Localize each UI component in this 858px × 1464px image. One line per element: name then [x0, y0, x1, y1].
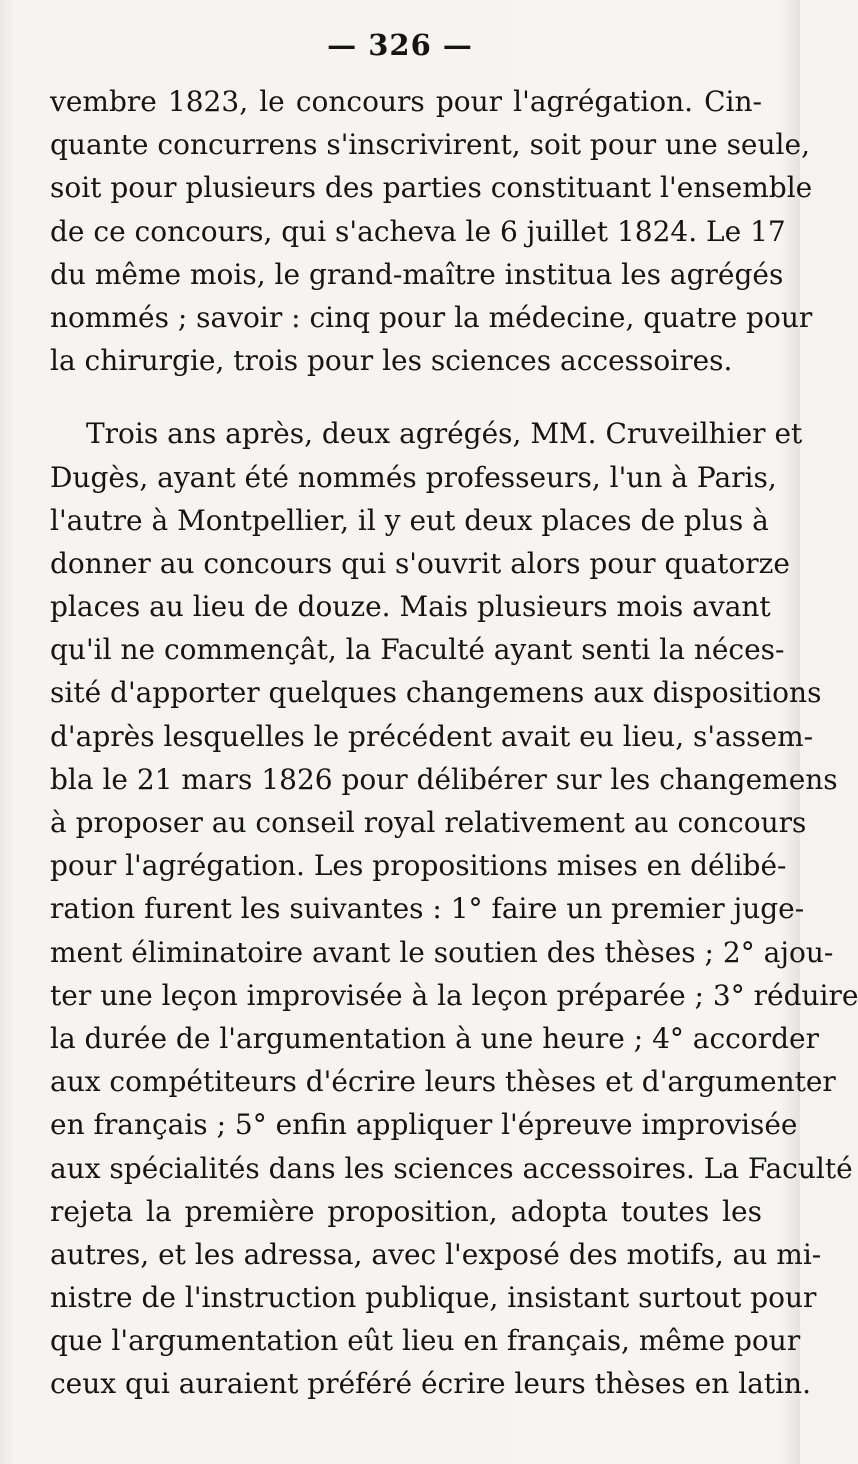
text-line: soit pour plusieurs des parties constituant l'ensemble [50, 171, 813, 205]
text-line: d'après lesquelles le précédent avait eu lieu, s'assem- [50, 719, 814, 753]
text-line: bla le 21 mars 1826 pour délibérer sur les changemens [50, 762, 838, 796]
text-line: aux spécialités dans les sciences accessoires. La Faculté [50, 1151, 853, 1185]
text-line: nistre de l'instruction publique, insistant surtout pour [50, 1281, 817, 1315]
text-line: autres, et les adressa, avec l'exposé des motifs, au mi- [50, 1237, 822, 1271]
paragraph-2 [50, 412, 858, 1405]
paragraph-1 [50, 80, 813, 382]
text-line: quante concurrens s'inscrivirent, soit pour une seule, [50, 128, 810, 162]
text-line: l'autre à Montpellier, il y eut deux places de plus à [50, 503, 769, 537]
text-line: Dugès, ayant été nommés professeurs, l'un à Paris, [50, 460, 777, 494]
text-line: ration furent les suivantes : 1° faire un premier juge- [50, 892, 805, 926]
text-line: pour l'agrégation. Les propositions mises en délibé- [50, 849, 787, 883]
text-line: en français ; 5° enfin appliquer l'épreuve improvisée [50, 1108, 798, 1142]
text-line: à proposer au conseil royal relativement au concours [50, 806, 807, 839]
text-line: ter une leçon improvisée à la leçon préparée ; 3° réduire [50, 978, 858, 1012]
text-line: rejeta la première proposition, adopta toutes les [50, 1194, 762, 1228]
page-number: — 326 — [327, 28, 473, 62]
paragraph-gap [50, 382, 762, 412]
text-line: la chirurgie, trois pour les sciences accessoires. [50, 344, 733, 378]
text-line: la durée de l'argumentation à une heure ; 4° accorder [50, 1021, 819, 1055]
text-line: donner au concours qui s'ouvrit alors pour quatorze [50, 546, 790, 580]
text-line: du même mois, le grand-maître institua les agrégés [50, 257, 784, 291]
text-line: sité d'apporter quelques changemens aux dispositions [50, 676, 822, 710]
text-line: de ce concours, qui s'acheva le 6 juillet 1824. Le 17 [50, 214, 786, 248]
text-line: qu'il ne commençât, la Faculté ayant senti la néces- [50, 633, 785, 667]
text-line: aux compétiteurs d'écrire leurs thèses et d'argumenter [50, 1065, 836, 1099]
text-line: Trois ans après, deux agrégés, MM. Cruveilhier et [86, 417, 803, 451]
text-line: vembre 1823, le concours pour l'agrégation. Cin- [50, 85, 762, 118]
text-line: nommés ; savoir : cinq pour la médecine, quatre pour [50, 300, 813, 334]
body-text [50, 80, 858, 1406]
text-line: ment éliminatoire avant le soutien des thèses ; 2° ajou- [50, 935, 834, 969]
text-line: ceux qui auraient préféré écrire leurs thèses en latin. [50, 1367, 811, 1401]
text-line: que l'argumentation eût lieu en français, même pour [50, 1324, 801, 1358]
text-line: places au lieu de douze. Mais plusieurs mois avant [50, 590, 771, 624]
